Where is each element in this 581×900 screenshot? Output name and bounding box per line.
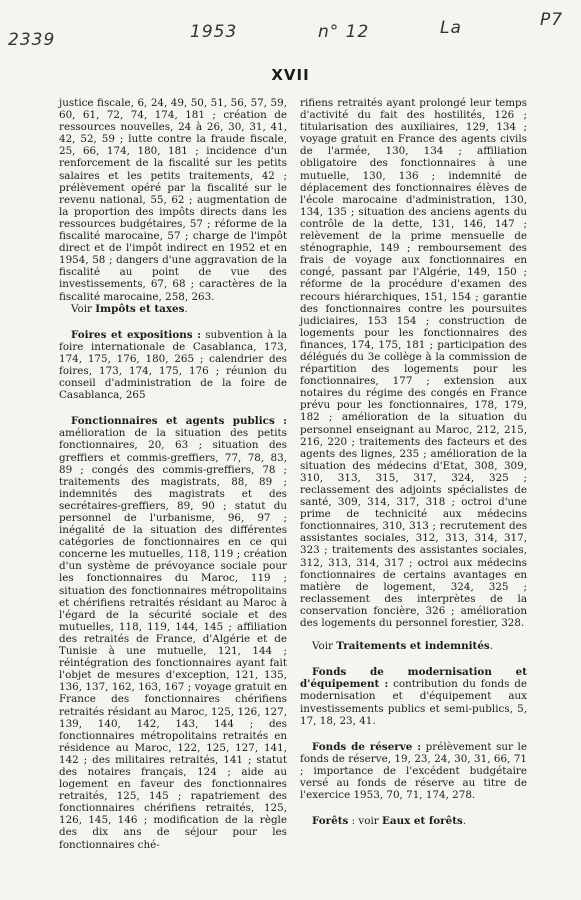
see-suffix: . xyxy=(184,302,188,315)
entry-text: contribution du fonds de modernisation et d'équipement aux investissements publics et semi-publics, 5, 17, 18, 23, 41. xyxy=(300,678,527,727)
index-entry-continuation: rifiens retraités ayant prolongé leur temps d'activité du fait des hostilités, 126 ; titularisation des auxiliaires, 129, 134 ; voyage gratuit en France des agents civils de l'armée, 130, 134 ; affiliation obligatoire des fonctionnaires à une mutuelle, 130, 136 ; indemnité de déplacement des fonctionnaires élèves de l'école marocaine d'administration, 130, 134, 135 ; situation des anciens agents du contrôle de la dette, 131, 146, 147 ; relèvement de la prime mensuelle de sténographie, 149 ; remboursement des frais de voyage aux fonctionnaires en congé, passant par l'Algérie, 149, 150 ; réforme de la procédure d'examen des recours hiérarchiques, 151, 154 ; garantie des fonctionnaires contre les poursuites judiciaires, 153 154 ; construction de logements pour les fonctionnaires des finances, 174, 175, 181 ; participation des délégués du 3e collège à la commission de répartition des logements pour les fonctionnaires, 177 ; extension aux notaires du régime des congés en France prévu pour les fonctionnaires, 178, 179, 182 ; amélioration de la situation du personnel enseignant au Maroc, 212, 215, 216, 220 ; traitements des facteurs et des agents des lignes, 235 ; amélioration de la situation des médecins d'Etat, 308, 309, 310, 313, 315, 317, 324, 325 ; reclassement des adjoints spécialistes de santé, 309, 314, 317, 318 ; octroi d'une prime de technicité aux médecins fonctionnaires, 310, 313 ; recrutement des assistantes sociales, 312, 313, 314, 317, 323 ; traitements des assistantes sociales, 312, 313, 314, 317 ; octroi aux médecins fonctionnaires de certains avantages en matière de logement, 324, 325 ; reclassement des interprètes de la conservation foncière, 326 ; amélioration des logements du personnel forestier, 328. xyxy=(300,97,527,630)
left-column xyxy=(59,97,287,851)
see-suffix: . xyxy=(489,640,494,653)
index-entry xyxy=(300,741,527,801)
handwritten-annotation: n° 12 xyxy=(318,22,370,42)
index-entry-continuation: justice fiscale, 6, 24, 49, 50, 51, 56, 57, 59, 60, 61, 72, 74, 174, 181 ; création de ressources nouvelles, 24 à 26, 30, 31, 41, 42, 52, 59 ; lutte contre la fraude fiscale, 25, 66, 174, 180, 181 ; incidence d'un renforcement de la fiscalité sur les petits salaires et les petits traitements, 42 ; prélèvement opéré par la fiscalité sur le revenu national, 55, 62 ; augmentation de la proportion des impôts directs dans les ressources budgétaires, 57 ; réforme de la fiscalité marocaine, 57 ; charge de l'impôt direct et de l'impôt indirect en 1952 et en 1954, 58 ; dangers d'une aggravation de la fiscalité au point de vue des investissements, 67, 68 ; caractères de la fiscalité marocaine, 258, 263. xyxy=(59,97,287,303)
see-prefix: Voir xyxy=(312,640,337,653)
see-target: Eaux et forêts xyxy=(382,815,463,828)
index-entry xyxy=(59,415,287,850)
see-target: Traitements et indemnités xyxy=(336,640,490,653)
entry-text: prélèvement sur le fonds de réserve, 19, 23, 24, 30, 31, 66, 71 ; importance de l'excédent budgétaire versé au fonds de réserve au titre de l'exercice 1953, 70, 71, 174, 278. xyxy=(300,740,527,802)
entry-heading: Foires et expositions : xyxy=(71,328,201,341)
see-prefix: Voir xyxy=(71,302,96,315)
see-target: Impôts et taxes xyxy=(95,302,185,315)
see-also-reference xyxy=(300,640,527,652)
handwritten-annotation: 2339 xyxy=(8,30,56,50)
entry-heading: Fonds de modernisation et d'équipement : xyxy=(300,666,527,691)
index-entry xyxy=(300,666,527,726)
entry-heading: Forêts xyxy=(312,815,349,828)
index-entry xyxy=(59,329,287,402)
see-also-reference xyxy=(59,303,287,315)
index-entry xyxy=(300,815,527,827)
entry-heading: Fonds de réserve : xyxy=(312,740,422,753)
page-number: XVII xyxy=(271,66,310,84)
see-suffix: . xyxy=(462,815,467,828)
right-column xyxy=(300,97,527,827)
entry-text: : voir xyxy=(348,815,382,828)
entry-text: amélioration de la situation des petits fonctionnaires, 20, 63 ; situation des greffiers et commis-greffiers, 77, 78, 83, 89 ; congés des commis-greffiers, 78 ; traitements des magistrats, 88, 89 ; indemnités des magistrats et des secrétaires-greffiers, 89, 90 ; statut du personnel de l'urbanisme, 96, 97 ; inégalité de la situation des différentes catégories de fonctionnaires en ce qui concerne les mutuelles, 118, 119 ; création d'un système de prévoyance sociale pour les fonctionnaires du Maroc, 119 ; situation des fonctionnaires métropolitains et chérifiens retraités résidant au Maroc à l'égard de la sécurité sociale et des mutuelles, 118, 119, 144, 145 ; affiliation des retraités de France, d'Algérie et de Tunisie à une mutuelle, 121, 144 ; réintégration des fonctionnaires ayant fait l'objet de mesures d'exception, 121, 135, 136, 137, 162, 163, 167 ; voyage gratuit en France des fonctionnaires chérifiens retraités résidant au Maroc, 125, 126, 127, 139, 140, 142, 143, 144 ; des fonctionnaires métropolitains retraités en résidence au Maroc, 122, 125, 127, 141, 142 ; des militaires retraités, 141 ; statut des notaires français, 124 ; aide au logement en faveur des fonctionnaires retraités, 125, 145 ; rapatriement des fonctionnaires chérifiens retraités, 125, 126, 145, 146 ; modification de la règle des dix ans de séjour pour les fonctionnaires ché- xyxy=(59,427,287,851)
handwritten-annotation: P7 xyxy=(540,10,564,30)
entry-text: subvention à la foire internationale de Casablanca, 173, 174, 175, 176, 180, 265 ; calendrier des foires, 173, 174, 175, 176 ; réunion du conseil d'administration de la foire de Casablanca, 265 xyxy=(59,328,287,402)
handwritten-annotation: La xyxy=(440,18,462,38)
handwritten-annotation: 1953 xyxy=(190,22,238,42)
entry-heading: Fonctionnaires et agents publics : xyxy=(71,415,287,428)
